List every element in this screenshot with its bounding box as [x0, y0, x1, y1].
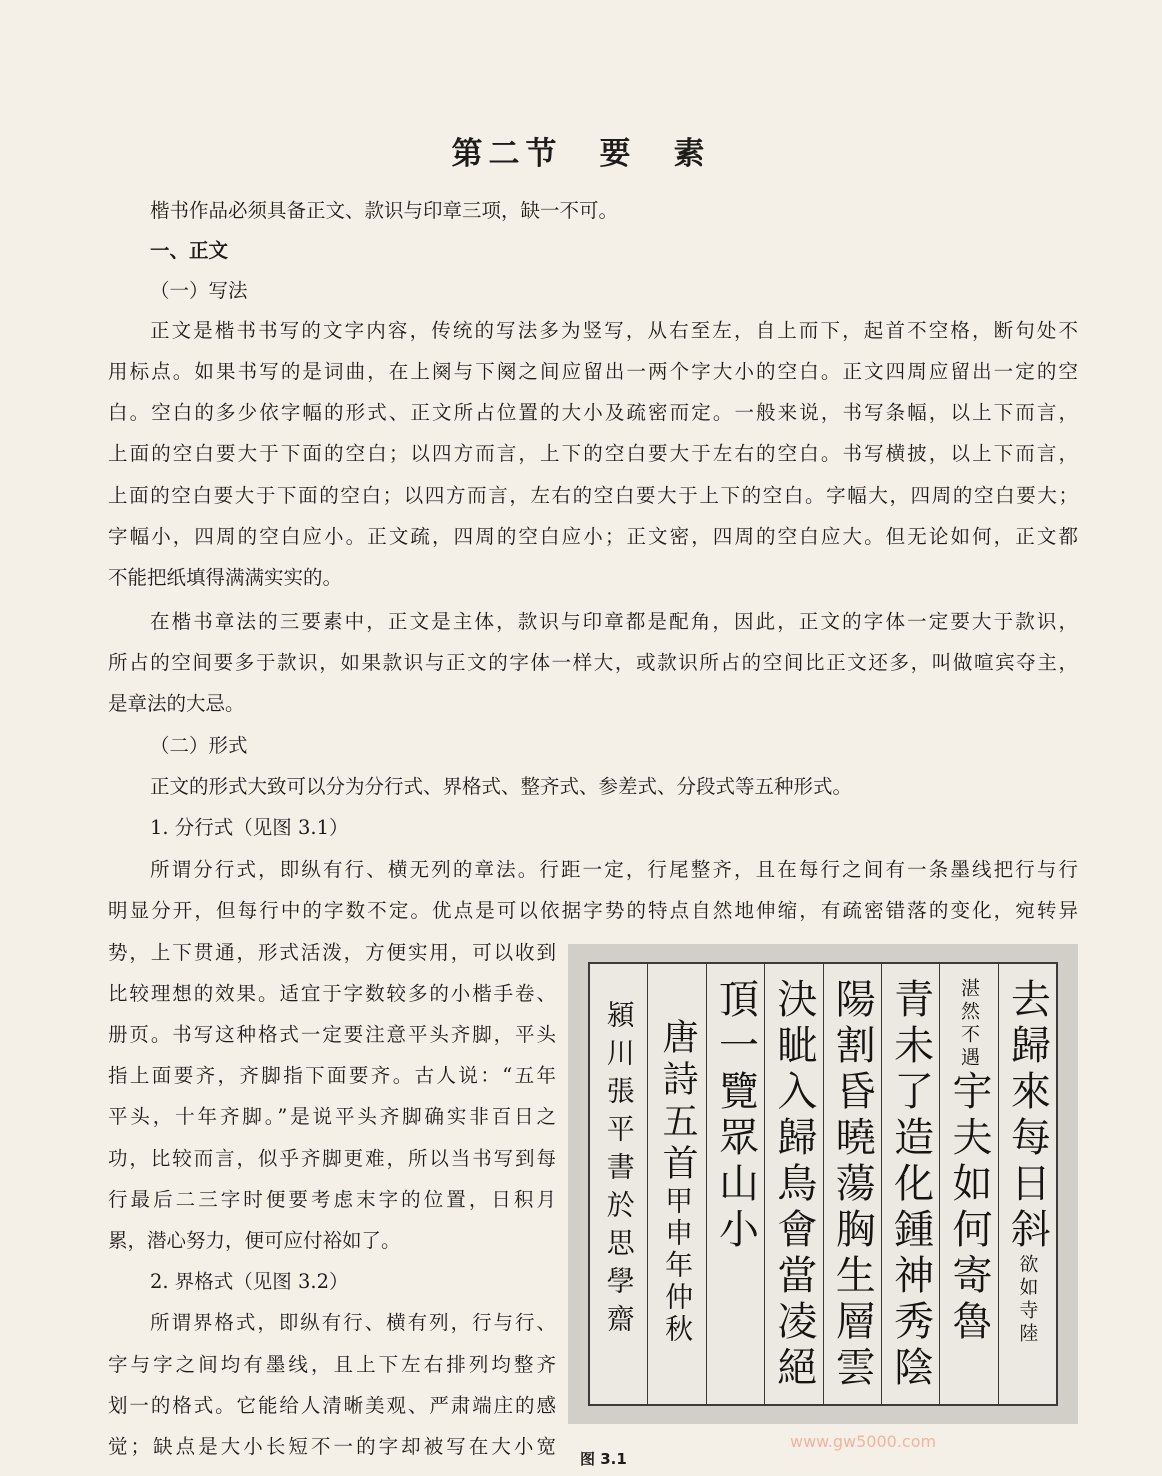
site-watermark: www.gw5000.com	[790, 1432, 937, 1451]
paragraph-line: 上面的空白要大于下面的空白；以四方而言，上下的空白要大于左右的空白。书写横披，以上下而言，	[108, 442, 1078, 465]
calligraphy-column	[647, 964, 705, 1404]
calligraphy-column	[590, 964, 647, 1404]
subsection-heading-1: （一）写法	[150, 279, 248, 302]
paragraph-line: 白。空白的多少依字幅的形式、正文所占位置的大小及疏密而定。一般来说，书写条幅，以上下而言，	[108, 401, 1078, 424]
calligraphy-column	[881, 964, 939, 1404]
calligraphy-text: 決眦入歸鳥會當凌絕	[770, 978, 817, 1392]
calligraphy-column	[823, 964, 881, 1404]
paragraph-line: 字幅小，四周的空白应小。正文疏，四周的空白应小；正文密，四周的空白应大。但无论如何，正文都	[108, 525, 1078, 548]
calligraphy-text: 唐詩五首	[657, 1018, 699, 1186]
paragraph-line: 行最后二三字时便要考虑末字的位置，日积月	[108, 1188, 556, 1211]
forms-paragraph: 正文的形式大致可以分为分行式、界格式、整齐式、参差式、分段式等五种形式。	[150, 775, 853, 798]
paragraph-line: 指上面要齐，齐脚指下面要齐。古人说：“五年	[108, 1064, 556, 1087]
calligraphy-column	[764, 964, 822, 1404]
calligraphy-column	[939, 964, 997, 1404]
paragraph-line: 功，比较而言，似乎齐脚更难，所以当书写到每	[108, 1147, 556, 1170]
paragraph-line: 所谓界格式，即纵有行、横有列，行与行、	[150, 1311, 556, 1334]
paragraph-line: 平头，十年齐脚。”是说平头齐脚确实非百日之	[108, 1105, 556, 1128]
paragraph-line: 觉；缺点是大小长短不一的字却被写在大小宽	[108, 1435, 556, 1458]
calligraphy-signature: 潁川張平書於思學齋	[602, 1000, 636, 1342]
paragraph-line: 比较理想的效果。适宜于字数较多的小楷手卷、	[108, 982, 556, 1005]
calligraphy-figure	[568, 944, 1078, 1424]
calligraphy-text: 頂一覽眾山小	[712, 978, 759, 1254]
calligraphy-column	[998, 964, 1056, 1404]
paragraph-line: 是章法的大忌。	[108, 692, 245, 715]
paragraph-line: 用标点。如果书写的是词曲，在上阕与下阕之间应留出一两个字大小的空白。正文四周应留出一定的空	[108, 360, 1078, 383]
calligraphy-text: 陽割昏曉蕩胸生層雲	[829, 978, 876, 1392]
paragraph-line: 划一的格式。它能给人清晰美观、严肃端庄的感	[108, 1394, 556, 1417]
paragraph-line: 册页。书写这种格式一定要注意平头齐脚，平头	[108, 1023, 556, 1046]
paragraph-line: 势，上下贯通，形式活泼，方便实用，可以收到	[108, 941, 556, 964]
calligraphy-text: 宇夫如何寄魯	[945, 1070, 992, 1346]
calligraphy-small-text: 湛然不遇	[957, 978, 980, 1070]
intro-paragraph: 楷书作品必须具备正文、款识与印章三项，缺一不可。	[150, 199, 619, 222]
paragraph-line: 上面的空白要大于下面的空白；以四方而言，左右的空白要大于上下的空白。字幅大，四周的空白要大；	[108, 484, 1078, 507]
section-heading: 一、正文	[150, 239, 229, 262]
paragraph-line: 正文是楷书书写的文字内容，传统的写法多为竖写，从右至左，自上而下，起首不空格，断句处不	[150, 319, 1078, 342]
item-heading-1: 1. 分行式（见图 3.1）	[150, 816, 349, 839]
calligraphy-text: 青未了造化鍾神秀陰	[887, 978, 934, 1392]
item-heading-2: 2. 界格式（见图 3.2）	[150, 1270, 349, 1293]
paragraph-line: 明显分开，但每行中的字数不定。优点是可以依据字势的特点自然地伸缩，有疏密错落的变化，宛转异	[108, 899, 1078, 922]
calligraphy-text: 去歸來每日斜	[1004, 978, 1051, 1254]
paragraph-line: 在楷书章法的三要素中，正文是主体，款识与印章都是配角，因此，正文的字体一定要大于款识，	[150, 610, 1078, 633]
figure-caption: 图 3.1	[580, 1450, 627, 1468]
paragraph-line: 不能把纸填得满满实实的。	[108, 566, 343, 589]
calligraphy-column	[706, 964, 764, 1404]
calligraphy-small-text: 欲如寺陸	[1016, 1254, 1039, 1346]
paragraph-line: 累，潜心努力，便可应付裕如了。	[108, 1229, 401, 1252]
page-title: 第二节 要 素	[451, 136, 711, 172]
calligraphy-small-text: 甲申年仲秋	[661, 1186, 695, 1346]
paragraph-line: 所谓分行式，即纵有行、横无列的章法。行距一定，行尾整齐，且在每行之间有一条墨线把行与行	[150, 858, 1078, 881]
subsection-heading-2: （二）形式	[150, 734, 248, 757]
paragraph-line: 所占的空间要多于款识，如果款识与正文的字体一样大，或款识所占的空间比正文还多，叫做喧宾夺主，	[108, 651, 1078, 674]
paragraph-line: 字与字之间均有墨线，且上下左右排列均整齐	[108, 1353, 556, 1376]
calligraphy-frame	[588, 962, 1058, 1406]
